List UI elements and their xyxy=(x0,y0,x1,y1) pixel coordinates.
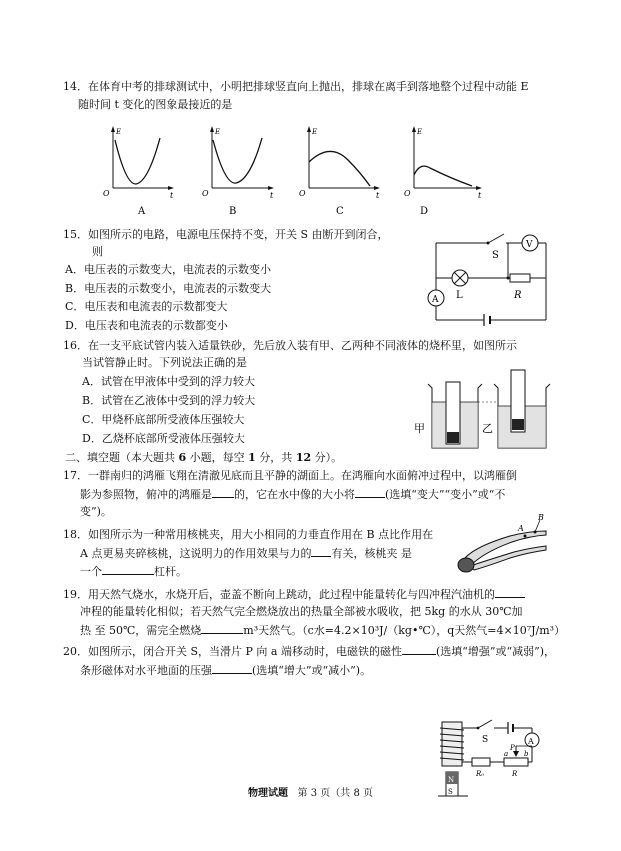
q15-stem-line1: 15．如图所示的电路，电源电压保持不变，开关 S 由断开到闭合， xyxy=(63,228,389,241)
q19-line3b: m³天然气。（c水=4.2×10³J/（kg•℃），q天然气=4×10⁷J/m³） xyxy=(243,624,566,637)
q14-d-xlabel: t xyxy=(478,191,482,200)
q16-option-d: D．乙烧杯底部所受液体压强较大 xyxy=(82,432,245,445)
q14-option-a: A xyxy=(138,206,146,217)
footer-page: 第 3 页（共 8 页 xyxy=(297,788,373,799)
section2-points: 1 xyxy=(248,451,256,464)
q14-b-origin: O xyxy=(202,189,209,198)
q14-a-origin: O xyxy=(103,189,110,198)
q14-c-xlabel: t xyxy=(376,191,380,200)
footer xyxy=(248,786,373,802)
q20-a-label: a xyxy=(504,750,509,758)
q16-label-jia: 甲 xyxy=(414,422,425,435)
section2-mid2: 分，共 xyxy=(255,451,296,464)
q15-option-d: D．电压表和电流表的示数都变小 xyxy=(65,319,228,332)
q15-resistor-label: R xyxy=(514,290,522,301)
q14-a-xlabel: t xyxy=(170,191,174,200)
section2-total: 12 xyxy=(295,451,312,464)
section2-mid1: 小题，每空 xyxy=(186,451,249,464)
q20-line1b: (选填“增强”或“减弱”)， xyxy=(435,645,556,658)
q16-option-c: C．甲烧杯底部所受液体压强较大 xyxy=(82,413,245,426)
q20-p-label: P xyxy=(510,744,515,752)
q20-r0-label: R₀ xyxy=(476,770,485,778)
section2-prefix: 二、填空题（本大题共 xyxy=(65,451,179,464)
q14-b-xlabel: t xyxy=(270,191,274,200)
q20-switch xyxy=(478,720,492,728)
q19-line1a: 19．用天然气烧水，水烧开后，壶盖不断向上跳动，此过程中能量转化与四冲程汽油机的 xyxy=(63,588,495,601)
q14-a-ylabel: E xyxy=(116,128,122,136)
q15-option-b: B．电压表的示数变小，电流表的示数变大 xyxy=(65,282,272,295)
q20-line2b: (选填“增大”或“减小”)。 xyxy=(252,664,372,677)
section2-suffix: 分）。 xyxy=(311,451,343,464)
q14-stem-line2: 随时间 t 变化的图象最接近的是 xyxy=(78,98,233,111)
q15-ammeter-label: A xyxy=(432,295,439,305)
q18-line3a: 一个 xyxy=(80,565,102,578)
q20-b-label: b xyxy=(524,750,529,758)
q16-stem-line1: 16．在一支平底试管内装入适量铁砂，先后放入装有甲、乙两种不同液体的烧杯里，如图所示 xyxy=(63,339,517,352)
q14-option-d: D xyxy=(420,206,429,217)
q18-label-a: A xyxy=(518,524,524,533)
q18-label-b: B xyxy=(538,513,544,522)
q14-c-ylabel: E xyxy=(312,128,318,136)
q20-rheostat xyxy=(504,758,528,766)
q16-stem-line2: 当试管静止时。下列说法正确的是 xyxy=(82,356,247,369)
q15-stem-line2: 则 xyxy=(92,245,103,258)
q16-option-a: A．试管在甲液体中受到的浮力较大 xyxy=(82,375,255,388)
q17-line1: 17．一群南归的鸿雁飞翔在清澈见底而且平静的湖面上。在鸿雁向水面俯冲过程中，以鸿雁倒 xyxy=(63,469,517,482)
q20-switch-label: S xyxy=(482,735,489,745)
q15-switch-label: S xyxy=(492,250,499,261)
q18-line3b: 杠杆。 xyxy=(154,565,187,578)
q20-ammeter-label: A xyxy=(528,737,534,746)
q15-option-a: A．电压表的示数变大，电流表的示数变小 xyxy=(65,263,271,276)
q19-line2: 冲程的能量转化相似；若天然气完全燃烧放出的热量全部被水吸收，把 5kg 的水从 30℃加 xyxy=(80,605,523,618)
q17-line2a: 影为参照物，俯冲的鸿雁是 xyxy=(80,488,212,501)
q17-line2c: (选填“变大”“变小”或“不 xyxy=(385,488,506,501)
q14-d-origin: O xyxy=(404,189,411,198)
q16-option-b: B．试管在乙液体中受到的浮力较大 xyxy=(82,394,256,407)
q20-r-label: R xyxy=(512,770,518,778)
q20-line1a: 20．如图所示，闭合开关 S，当滑片 P 向 a 端移动时，电磁铁的磁性 xyxy=(63,645,402,658)
q17-line3: 变”)。 xyxy=(80,505,112,518)
q14-d-ylabel: E xyxy=(417,128,423,136)
q18-line2b: 有关，核桃夹 是 xyxy=(331,547,412,560)
q16-label-yi: 乙 xyxy=(482,422,493,435)
q20-r0 xyxy=(472,758,490,766)
q18-line2a: A 点更易夹碎核桃，这说明力的作用效果与力的 xyxy=(80,547,312,560)
section2-count: 6 xyxy=(178,451,187,464)
q14-option-b: B xyxy=(229,206,237,217)
q20-line2a: 条形磁体对水平地面的压强 xyxy=(80,664,212,677)
q14-option-c: C xyxy=(336,206,344,217)
q15-voltmeter-label: V xyxy=(526,240,533,250)
q15-lamp-label: L xyxy=(456,290,463,301)
q20-magnet-n: N xyxy=(448,776,455,784)
q14-c-origin: O xyxy=(299,189,306,198)
q17-line2b: 的，它在水中像的大小将 xyxy=(234,488,355,501)
q18-line1: 18．如图所示为一种常用核桃夹，用大小相同的力垂直作用在 B 点比作用在 xyxy=(63,528,434,541)
footer-subject: 物理试题 xyxy=(248,788,288,799)
q14-b-ylabel: E xyxy=(215,128,221,136)
q20-magnet-s: S xyxy=(448,788,453,796)
q19-line3a: 热 至 50℃，需完全燃烧 xyxy=(80,624,202,637)
q15-option-c: C．电压表和电流表的示数都变大 xyxy=(65,300,228,313)
q14-stem-line1: 14．在体育中考的排球测试中，小明把排球竖直向上抛出，排球在离手到落地整个过程中动能 E xyxy=(63,80,529,93)
